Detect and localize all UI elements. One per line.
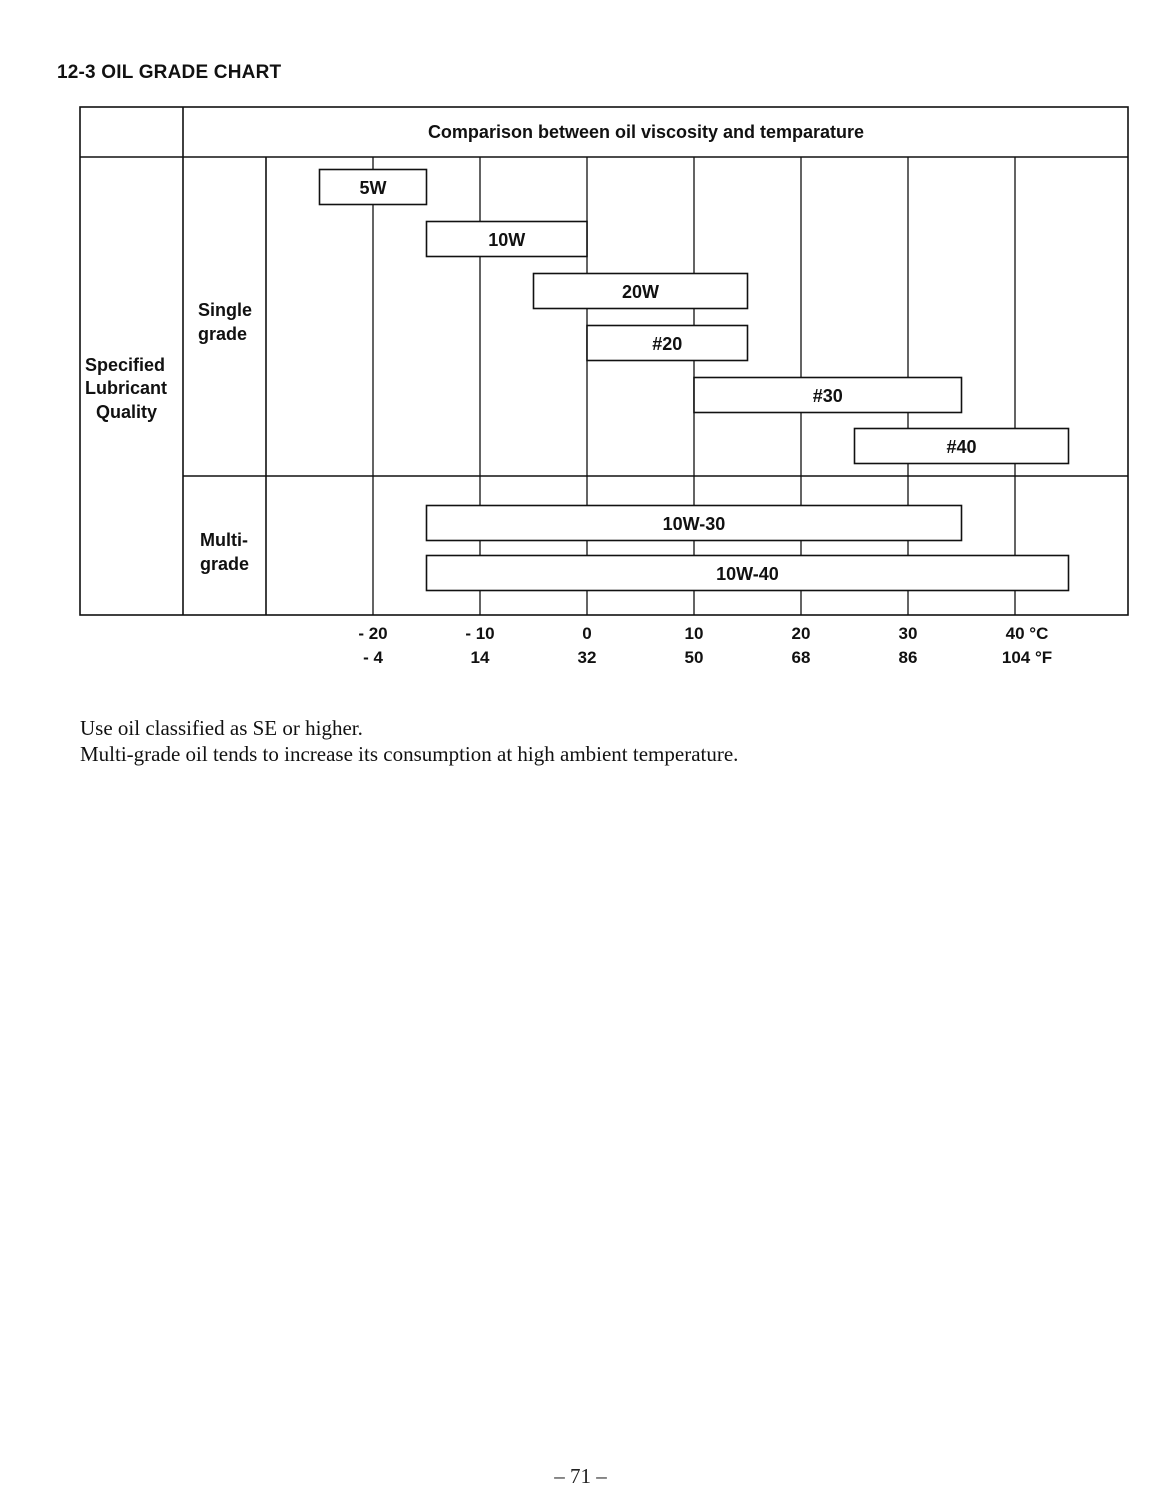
oil-grade-chart bbox=[0, 0, 1161, 680]
range-bar-label: 10W-30 bbox=[662, 514, 726, 534]
tick-label-fahrenheit: 68 bbox=[791, 648, 811, 667]
row-label-line-2: Lubricant bbox=[85, 378, 168, 398]
section-title: 12-3 OIL GRADE CHART bbox=[57, 62, 282, 83]
group-label-single-1: Single bbox=[198, 300, 253, 320]
tick-label-fahrenheit: 14 bbox=[470, 648, 490, 667]
tick-label-celsius: 0 bbox=[582, 624, 592, 643]
page-number: – 71 – bbox=[554, 1464, 607, 1488]
tick-label-celsius: 10 bbox=[684, 624, 704, 643]
tick-label-fahrenheit: - 4 bbox=[363, 648, 383, 667]
range-bar-label: 5W bbox=[359, 178, 387, 198]
tick-label-celsius: 40 °C bbox=[1005, 624, 1049, 643]
tick-label-fahrenheit: 32 bbox=[577, 648, 597, 667]
tick-label-celsius: 20 bbox=[791, 624, 811, 643]
tick-label-celsius: - 20 bbox=[358, 624, 388, 643]
row-label-line-1: Specified bbox=[85, 355, 166, 375]
tick-label-fahrenheit: 86 bbox=[898, 648, 918, 667]
range-bar-label: #40 bbox=[946, 437, 977, 457]
range-bar-label: #30 bbox=[812, 386, 843, 406]
chart-title: Comparison between oil viscosity and temparature bbox=[427, 122, 865, 142]
range-bar-label: #20 bbox=[652, 334, 683, 354]
tick-label-fahrenheit: 50 bbox=[684, 648, 704, 667]
group-label-single-2: grade bbox=[198, 324, 248, 344]
tick-label-celsius: 30 bbox=[898, 624, 918, 643]
range-bar-label: 20W bbox=[621, 282, 660, 302]
range-bar-label: 10W-40 bbox=[716, 564, 779, 584]
group-label-multi-1: Multi- bbox=[200, 530, 248, 550]
note-oil-classification: Use oil classified as SE or higher. bbox=[80, 716, 363, 740]
note-multigrade-consumption: Multi-grade oil tends to increase its consumption at high ambient temperature. bbox=[80, 742, 739, 766]
group-label-multi-2: grade bbox=[200, 554, 250, 574]
tick-label-celsius: - 10 bbox=[465, 624, 495, 643]
range-bar-label: 10W bbox=[488, 230, 526, 250]
row-label-line-3: Quality bbox=[96, 402, 158, 422]
tick-label-fahrenheit: 104 °F bbox=[1001, 648, 1053, 667]
